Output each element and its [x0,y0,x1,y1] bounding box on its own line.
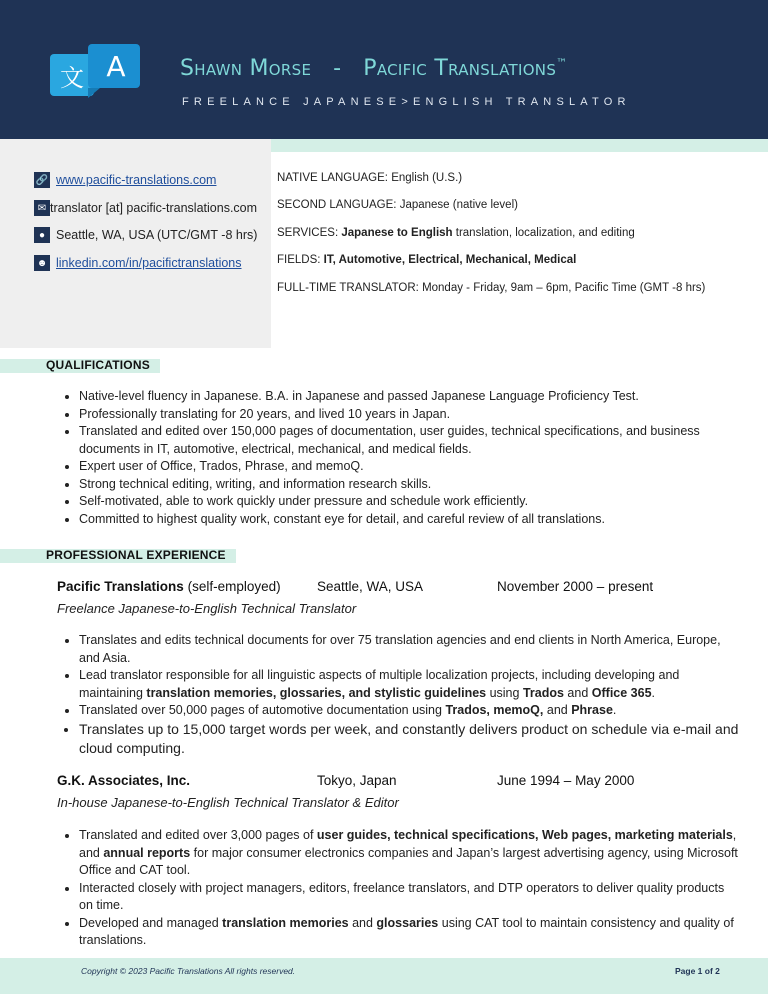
services-rest: translation, localization, and editing [455,227,635,239]
list-item: • Translated and edited over 3,000 pages of user guides, technical specifications, Web pages, marketing materials, and annual reports for major consumer electronics companies and Japan’s largest advertising agency, using Microsoft Office and CAT tool. [79,827,739,880]
native-language-row [277,172,462,184]
email-text: translator [at] pacific-translations.com [50,201,258,215]
contact-website-row [34,172,216,188]
list-item: • Interacted closely with project managers, editors, freelance translators, and DTP operators to deliver quality products on time. [79,880,739,915]
header-subtitle: FREELANCE JAPANESE>ENGLISH TRANSLATOR [182,96,631,108]
list-item: • Self-motivated, able to work quickly under pressure and schedule work efficiently. [79,493,739,511]
page-number: Page 1 of 2 [675,966,720,976]
title-separator: - [333,56,342,81]
list-item: • Developed and managed translation memories and glossaries using CAT tool to maintain consistency and quality of translations. [79,915,739,950]
job1-bullets [56,632,739,758]
company-name: Pacific Translations [363,56,557,81]
job1-dates: November 2000 – present [497,579,654,594]
job1-company-note: (self-employed) [187,579,281,594]
job2-role: In-house Japanese-to-English Technical Translator & Editor [57,795,399,810]
experience-heading: PROFESSIONAL EXPERIENCE [46,548,226,562]
header-banner [0,0,768,139]
job2-company-name: G.K. Associates, Inc. [57,773,191,788]
list-item: • Translated and edited over 150,000 pages of documentation, user guides, technical specifications, and business documents in IT, automotive, electrical, mechanical, and medical fields. [79,423,739,458]
logo-kanji-text: 文 [60,64,84,92]
link-icon: 🔗 [34,172,50,188]
list-item: • Strong technical editing, writing, and information research skills. [79,476,739,494]
list-item: • Translated over 50,000 pages of automotive documentation using Trados, memoQ, and Phrase. [79,702,739,720]
job2-bullets [56,827,739,950]
fulltime-row [277,282,705,294]
fields-label: FIELDS: [277,254,321,266]
qualifications-list [56,388,739,528]
services-label: SERVICES: [277,227,339,239]
native-language-value: English (U.S.) [391,172,463,184]
trademark-symbol: ™ [556,56,568,70]
job2-company [57,773,190,788]
job1-location: Seattle, WA, USA [317,579,424,594]
contact-email-row [34,200,257,216]
list-item: • Committed to highest quality work, constant eye for detail, and careful review of all translations. [79,511,739,529]
job1-company [57,579,281,594]
footer-band [0,958,768,994]
qualifications-heading: QUALIFICATIONS [46,358,150,372]
person-name: Shawn Morse [180,56,312,81]
location-pin-icon: ● [34,227,50,243]
job2-dates: June 1994 – May 2000 [497,773,635,788]
person-icon: ☻ [34,255,50,271]
contact-panel [0,139,271,348]
fulltime-value: Monday - Friday, 9am – 6pm, Pacific Time (GMT -8 hrs) [422,282,706,294]
job1-company-name: Pacific Translations [57,579,184,594]
second-language-label: SECOND LANGUAGE: [277,199,397,211]
translate-logo-icon [50,44,142,98]
native-language-label: NATIVE LANGUAGE: [277,172,388,184]
services-row [277,227,635,239]
copyright-text: Copyright © 2023 Pacific Translations All rights reserved. [81,966,296,976]
header-title [180,56,567,81]
list-item: • Native-level fluency in Japanese. B.A. in Japanese and passed Japanese Language Proficiency Test. [79,388,739,406]
job2-location: Tokyo, Japan [317,773,397,788]
second-language-value: Japanese (native level) [399,199,518,211]
logo-latin-text: A [106,50,126,83]
website-link[interactable]: www.pacific-translations.com [56,173,217,187]
list-item: • Lead translator responsible for all linguistic aspects of multiple localization projects, including developing and maintaining translation memories, glossaries, and stylistic guidelines using Trados and Office 365. [79,667,739,702]
list-item: • Expert user of Office, Trados, Phrase, and memoQ. [79,458,739,476]
job1-role: Freelance Japanese-to-English Technical Translator [57,601,357,616]
linkedin-link[interactable]: linkedin.com/in/pacifictranslations [56,256,242,270]
fields-value: IT, Automotive, Electrical, Mechanical, Medical [323,254,577,266]
list-item: • Translates up to 15,000 target words per week, and constantly delivers product on schedule via e-mail and cloud computing. [79,720,739,758]
second-language-row [277,199,518,211]
email-icon: ✉ [34,200,50,216]
fulltime-label: FULL-TIME TRANSLATOR: [277,282,419,294]
list-item: • Professionally translating for 20 years, and lived 10 years in Japan. [79,406,739,424]
list-item: • Translates and edits technical documents for over 75 translation agencies and end clients in North America, Europe, and Asia. [79,632,739,667]
services-bold: Japanese to English [341,227,453,239]
location-text: Seattle, WA, USA (UTC/GMT -8 hrs) [56,228,258,242]
contact-linkedin-row [34,255,242,271]
contact-location-row [34,227,257,243]
fields-row [277,254,576,266]
